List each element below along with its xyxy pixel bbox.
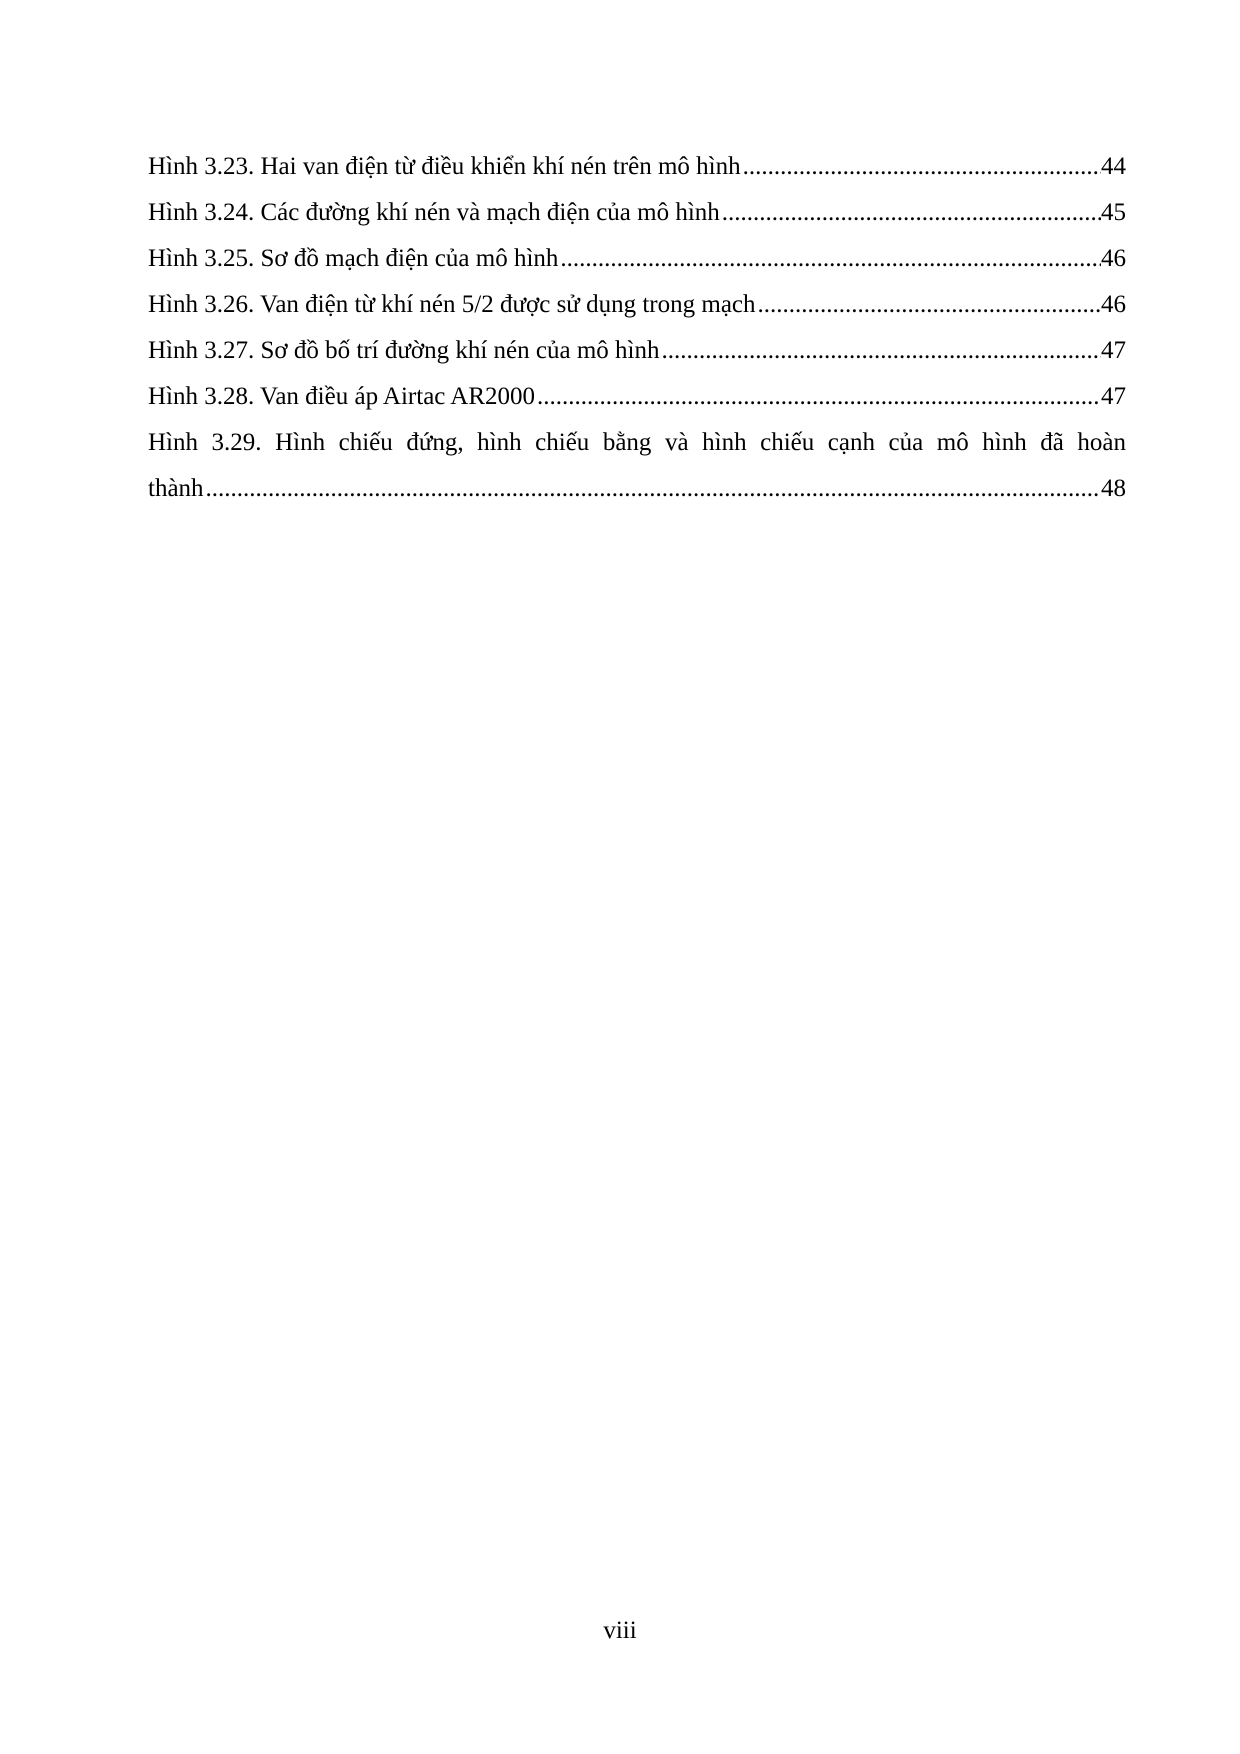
- page-number: viii: [603, 1617, 637, 1644]
- toc-entry-title: Hình 3.24. Các đường khí nén và mạch điện của mô hình: [148, 199, 720, 226]
- toc-entry-title: Hình 3.27. Sơ đồ bố trí đường khí nén của mô hình: [148, 337, 660, 364]
- toc-entry-line2: [148, 466, 1126, 512]
- toc-entry-page: 44: [1101, 153, 1126, 180]
- toc-entry-page: 46: [1101, 245, 1126, 272]
- toc-dot-leader: [758, 282, 1101, 328]
- toc-dot-leader: [206, 466, 1101, 512]
- toc-entry-title: Hình 3.26. Van điện từ khí nén 5/2 được sử dụng trong mạch: [148, 291, 756, 318]
- toc-entry-title: Hình 3.28. Van điều áp Airtac AR2000: [148, 383, 535, 410]
- list-of-figures: [148, 144, 1126, 512]
- toc-entry-title-line2: thành: [148, 475, 204, 502]
- toc-dot-leader: [743, 144, 1101, 190]
- toc-entry-title-line1: Hình 3.29. Hình chiếu đứng, hình chiếu bằng và hình chiếu cạnh của mô hình đã hoàn: [148, 429, 1126, 456]
- toc-dot-leader: [560, 236, 1101, 282]
- toc-entry[interactable]: [148, 144, 1126, 190]
- toc-entry-page: 48: [1101, 475, 1126, 502]
- toc-dot-leader: [722, 190, 1101, 236]
- toc-entry-page: 45: [1101, 199, 1126, 226]
- toc-entry[interactable]: [148, 328, 1126, 374]
- toc-entry-title: Hình 3.25. Sơ đồ mạch điện của mô hình: [148, 245, 559, 272]
- toc-entry-page: 47: [1101, 337, 1126, 364]
- toc-entry-page: 47: [1101, 383, 1126, 410]
- toc-entry[interactable]: [148, 282, 1126, 328]
- toc-entry-page: 46: [1101, 291, 1126, 318]
- toc-entry[interactable]: [148, 190, 1126, 236]
- toc-entry-title: Hình 3.23. Hai van điện từ điều khiển khí nén trên mô hình: [148, 153, 741, 180]
- toc-entry-wrapped[interactable]: [148, 420, 1126, 512]
- toc-dot-leader: [537, 374, 1101, 420]
- toc-dot-leader: [662, 328, 1102, 374]
- toc-entry[interactable]: [148, 236, 1126, 282]
- toc-entry[interactable]: [148, 374, 1126, 420]
